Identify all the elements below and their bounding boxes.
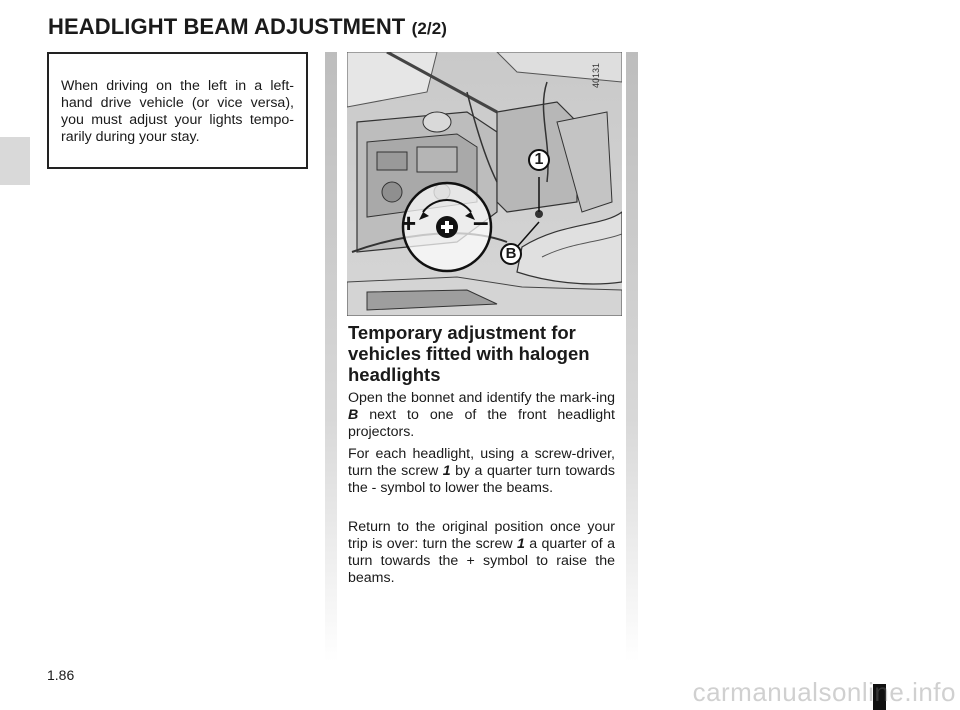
section-heading: Temporary adjustment for vehicles fitted with halogen headlights (348, 322, 590, 385)
paragraph-3-text-a: Return to the original position once your trip is over: turn the screw (348, 519, 615, 552)
page-title (48, 14, 447, 40)
page-title-main: HEADLIGHT BEAM ADJUSTMENT (48, 14, 406, 39)
watermark: carmanualsonline.info (692, 677, 956, 707)
paragraph-2 (348, 446, 615, 497)
column-shadow-right (626, 52, 638, 662)
callout-b-label: B (505, 245, 517, 262)
paragraph-2-text-b: by a quarter turn towards the - symbol to lower the beams. (348, 463, 615, 496)
marker-1-again: 1 (517, 536, 525, 552)
paragraph-3-text-b: a quarter of a turn towards the + symbol to raise the beams. (348, 536, 615, 586)
minus-symbol: – (473, 206, 489, 237)
callout-1 (528, 149, 550, 171)
paragraph-3 (348, 519, 615, 587)
callout-1-label: 1 (534, 151, 544, 168)
figure-code: 40131 (591, 62, 601, 88)
plus-symbol: + (401, 208, 417, 238)
page-number: 1.86 (47, 667, 75, 683)
paragraph-1-text-a: Open the bonnet and identify the mark-ing (348, 390, 615, 406)
page-title-part: (2/2) (411, 19, 448, 38)
paragraph-2-text-a: For each headlight, using a screw-driver, turn the screw (348, 446, 615, 479)
callout-b (500, 243, 522, 265)
note-text: When driving on the left in a left-hand drive vehicle (or vice versa), you must adjust your lights tempo-rarily during your stay. (61, 78, 294, 145)
marker-b: B (348, 407, 359, 423)
side-tab (0, 137, 30, 185)
engine-bay-drawing (347, 52, 622, 316)
marker-1: 1 (442, 463, 451, 479)
column-shadow-left (325, 52, 337, 662)
paragraph-1-text-b: next to one of the front headlight projectors. (348, 407, 615, 440)
engine-illustration (347, 52, 622, 316)
paragraph-1 (348, 390, 615, 441)
note-box (47, 52, 308, 169)
